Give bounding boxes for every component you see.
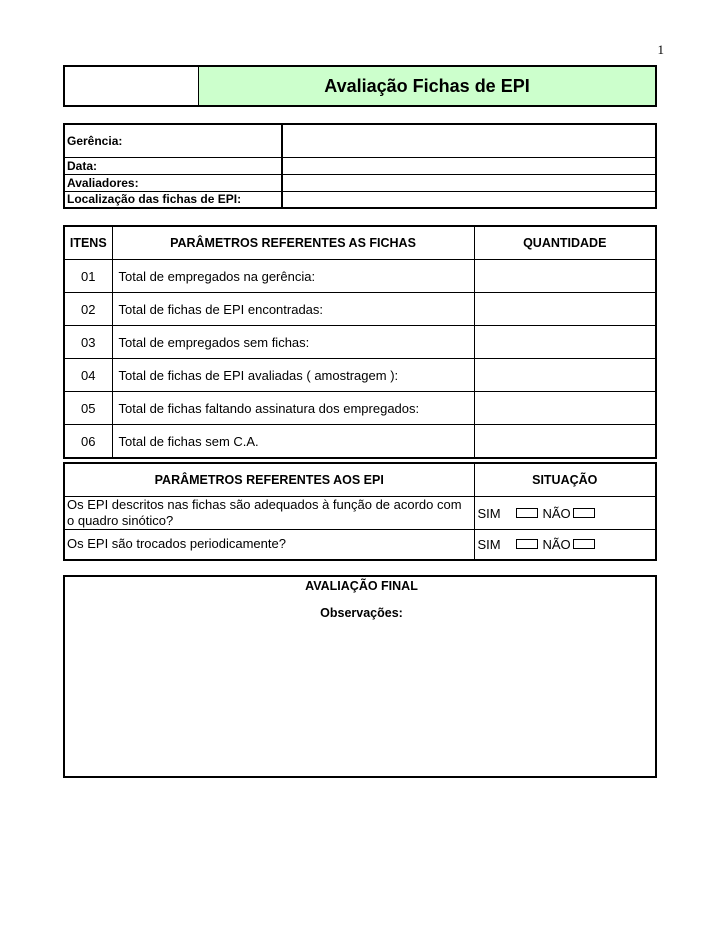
yes-checkbox[interactable] <box>516 539 538 549</box>
gerencia-label: Gerência: <box>64 124 282 157</box>
page-number: 1 <box>657 42 664 57</box>
table-row <box>64 392 656 425</box>
table-row <box>64 326 656 359</box>
title-block <box>63 65 657 107</box>
final-evaluation-box[interactable] <box>63 575 657 778</box>
quantity-field[interactable] <box>474 359 656 392</box>
avaliadores-label: Avaliadores: <box>64 174 282 191</box>
table-row <box>64 293 656 326</box>
situation-table <box>63 462 657 561</box>
items-table <box>63 225 657 459</box>
item-number: 02 <box>64 293 112 326</box>
no-checkbox[interactable] <box>573 539 595 549</box>
localizacao-field[interactable] <box>282 191 656 208</box>
table-row <box>64 425 656 459</box>
table-row <box>64 359 656 392</box>
gerencia-field[interactable] <box>282 124 656 157</box>
quantity-field[interactable] <box>474 293 656 326</box>
quantity-field[interactable] <box>474 326 656 359</box>
yes-label: SIM <box>477 536 501 552</box>
question-text: Os EPI descritos nas fichas são adequados à função de acordo com o quadro sinótico? <box>64 497 474 530</box>
info-table <box>63 123 657 209</box>
item-parameter: Total de fichas sem C.A. <box>112 425 474 459</box>
data-label: Data: <box>64 157 282 174</box>
no-label: NÃO <box>542 505 571 521</box>
header-parametros-epi: PARÂMETROS REFERENTES AOS EPI <box>64 463 474 497</box>
question-text: Os EPI são trocados periodicamente? <box>64 530 474 560</box>
item-parameter: Total de empregados sem fichas: <box>112 326 474 359</box>
no-label: NÃO <box>542 536 571 552</box>
no-checkbox[interactable] <box>573 508 595 518</box>
item-number: 03 <box>64 326 112 359</box>
table-row <box>64 530 656 560</box>
header-itens: ITENS <box>64 226 112 260</box>
table-row <box>64 260 656 293</box>
data-field[interactable] <box>282 157 656 174</box>
final-evaluation-title: AVALIAÇÃO FINAL <box>305 579 418 593</box>
yes-checkbox[interactable] <box>516 508 538 518</box>
avaliadores-field[interactable] <box>282 174 656 191</box>
table-row <box>64 497 656 530</box>
item-number: 05 <box>64 392 112 425</box>
item-number: 04 <box>64 359 112 392</box>
item-parameter: Total de empregados na gerência: <box>112 260 474 293</box>
localizacao-label: Localização das fichas de EPI: <box>64 191 282 208</box>
yes-label: SIM <box>477 505 501 521</box>
header-quantidade: QUANTIDADE <box>474 226 656 260</box>
item-parameter: Total de fichas de EPI avaliadas ( amostragem ): <box>112 359 474 392</box>
title-blank-cell <box>65 67 199 105</box>
situation-cell <box>474 497 656 530</box>
item-number: 06 <box>64 425 112 459</box>
header-situacao: SITUAÇÃO <box>474 463 656 497</box>
quantity-field[interactable] <box>474 425 656 459</box>
situation-cell <box>474 530 656 560</box>
quantity-field[interactable] <box>474 392 656 425</box>
page-title: Avaliação Fichas de EPI <box>199 67 655 105</box>
observations-label: Observações: <box>320 606 403 620</box>
item-parameter: Total de fichas de EPI encontradas: <box>112 293 474 326</box>
quantity-field[interactable] <box>474 260 656 293</box>
item-parameter: Total de fichas faltando assinatura dos empregados: <box>112 392 474 425</box>
item-number: 01 <box>64 260 112 293</box>
header-parametros: PARÂMETROS REFERENTES AS FICHAS <box>112 226 474 260</box>
